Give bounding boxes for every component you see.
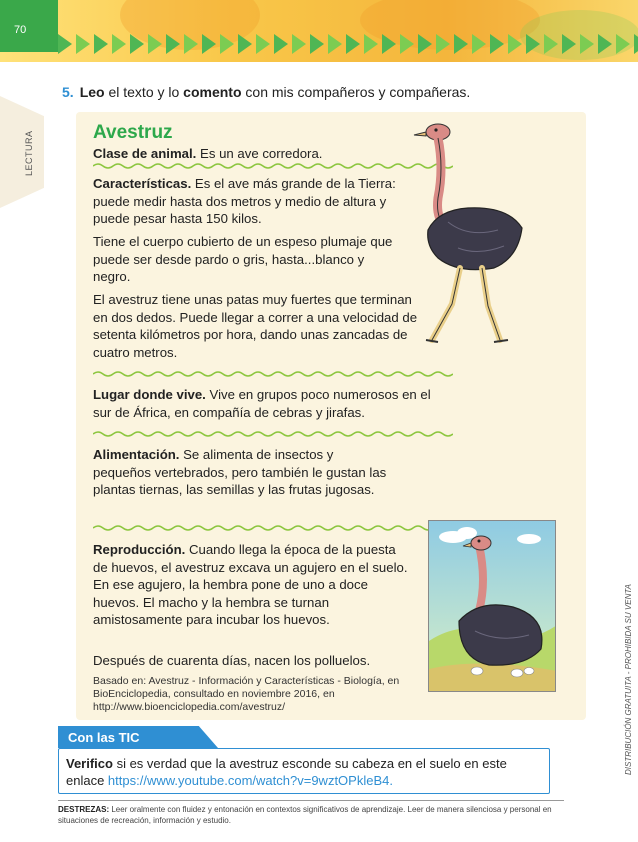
ostrich-illustration xyxy=(408,118,528,348)
activity-number: 5. xyxy=(62,84,74,100)
footer-text: Leer oralmente con fluidez y entonación en contextos significativos de aprendizaje. Leer de manera silenciosa y personal en situaciones de recreación, información y estudio. xyxy=(58,805,552,825)
tic-verb: Verifico xyxy=(66,756,113,771)
section-text: Después de cuarenta días, nacen los polluelos. xyxy=(93,653,371,668)
section-legs xyxy=(93,291,421,361)
instruction-verb-comment: comento xyxy=(183,84,242,100)
page-number: 70 xyxy=(14,24,27,36)
section-characteristics xyxy=(93,175,409,228)
section-text: Es el ave más grande de la Tierra: puede medir hasta dos metros y medio de altura y puede pesar hasta 150 kilos. xyxy=(93,176,396,226)
tic-sentence: si es verdad que la avestruz esconde su cabeza en el suelo en este enlace xyxy=(66,756,507,788)
wave-divider xyxy=(93,370,453,378)
section-heading: Lugar donde vive. xyxy=(93,387,206,402)
instruction-text-rest: con mis compañeros y compañeras. xyxy=(241,84,471,100)
page-number-box xyxy=(0,0,58,52)
section-heading: Clase de animal. xyxy=(93,146,197,161)
footer-label: DESTREZAS: xyxy=(58,805,110,814)
activity-instruction xyxy=(62,84,470,100)
section-heading: Características. xyxy=(93,176,192,191)
section-text: Cuando llega la época de la puesta de huevos, el avestruz excava un agujero en el suelo. En ese agujero, la hembra pone de uno a doce huevos. El macho y la hembra se turnan amistosamente para incubar los huevos. xyxy=(93,542,408,627)
article-title: Avestruz xyxy=(93,122,173,143)
section-text: Tiene el cuerpo cubierto de un espeso plumaje que puede ser desde pardo o gris, hasta...blanco y negro. xyxy=(93,234,393,284)
instruction-text: el texto y lo xyxy=(104,84,184,100)
section-tab xyxy=(0,96,44,208)
section-label: LECTURA xyxy=(24,130,34,176)
nesting-ostrich-illustration xyxy=(428,520,556,692)
video-link[interactable]: https://www.youtube.com/watch?v=9wztOPkleB4. xyxy=(107,773,393,788)
section-text: Es un ave corredora. xyxy=(196,146,323,161)
wave-divider xyxy=(93,162,453,170)
source-citation: Basado en: Avestruz - Información y Características - Biología, en BioEnciclopedia, consultado en noviembre 2016, en http://www.bioenciclopedia.com/avestruz/ xyxy=(93,675,400,713)
section-text: Vive en grupos poco numerosos en el sur de África, en compañía de cebras y jirafas. xyxy=(93,387,431,420)
section-text: El avestruz tiene unas patas muy fuertes que terminan en dos dedos. Puede llegar a correr a una velocidad de setenta kilómetros por hora, dando unas zancadas de cuatro metros. xyxy=(93,292,418,360)
section-heading: Alimentación. xyxy=(93,447,180,462)
section-habitat xyxy=(93,386,433,421)
distribution-note: DISTRIBUCIÓN GRATUITA - PROHIBIDA SU VENTA xyxy=(624,584,633,775)
header-chevrons xyxy=(58,34,638,54)
instruction-verb-read: Leo xyxy=(79,84,105,100)
section-diet xyxy=(93,446,393,499)
section-reproduction xyxy=(93,541,409,629)
skills-footer xyxy=(58,804,568,826)
section-hatching xyxy=(93,652,433,670)
wave-divider xyxy=(93,524,453,532)
section-heading: Reproducción. xyxy=(93,542,186,557)
section-class xyxy=(93,145,403,163)
section-plumage xyxy=(93,233,393,286)
wave-divider xyxy=(93,430,453,438)
tic-label: Con las TIC xyxy=(68,730,140,745)
footer-divider xyxy=(58,800,564,801)
tic-text xyxy=(66,755,546,789)
section-text: Se alimenta de insectos y pequeños vertebrados, pero también le gustan las plantas tiernas, las semillas y las frutas jugosas. xyxy=(93,447,387,497)
